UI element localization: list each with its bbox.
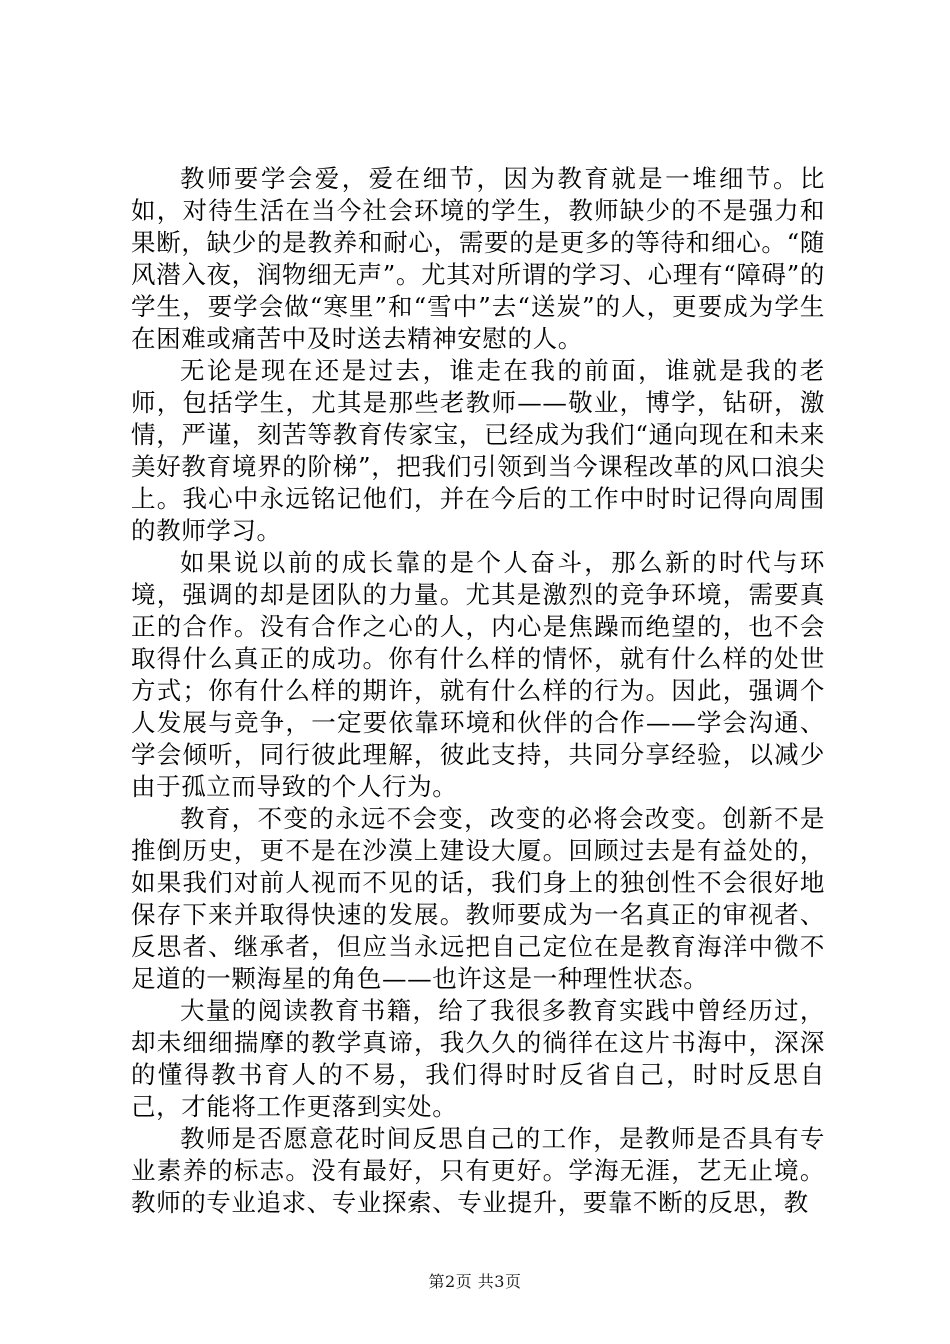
document-body: [131, 163, 825, 1219]
paragraph: 教师要学会爱，爱在细节，因为教育就是一堆细节。比如，对待生活在当今社会环境的学生，教师缺少的不是强力和果断，缺少的是教养和耐心，需要的是更多的等待和细心。“随风潜入夜，润物细无声”。尤其对所谓的学习、心理有“障碍”的学生，要学会做“寒里”和“雪中”去“送炭”的人，更要成为学生在困难或痛苦中及时送去精神安慰的人。: [131, 164, 825, 353]
paragraph: 无论是现在还是过去，谁走在我的前面，谁就是我的老师，包括学生，尤其是那些老教师——敬业，博学，钻研，激情，严谨，刻苦等教育传家宝，已经成为我们“通向现在和未来美好教育境界的阶梯”，把我们引领到当今课程改革的风口浪尖上。我心中永远铭记他们，并在今后的工作中时时记得向周围的教师学习。: [131, 356, 825, 545]
paragraph: 如果说以前的成长靠的是个人奋斗，那么新的时代与环境，强调的却是团队的力量。尤其是激烈的竞争环境，需要真正的合作。没有合作之心的人，内心是焦躁而绝望的，也不会取得什么真正的成功。你有什么样的情怀，就有什么样的处世方式；你有什么样的期许，就有什么样的行为。因此，强调个人发展与竞争，一定要依靠环境和伙伴的合作——学会沟通、学会倾听，同行彼此理解，彼此支持，共同分享经验，以减少由于孤立而导致的个人行为。: [131, 548, 825, 801]
paragraph: 教师是否愿意花时间反思自己的工作，是教师是否具有专业素养的标志。没有最好，只有更好。学海无涯，艺无止境。教师的专业追求、专业探索、专业提升，要靠不断的反思，教: [131, 1124, 825, 1217]
page-number-footer: 第2页 共3页: [428, 1272, 522, 1291]
paragraph: 教育，不变的永远不会变，改变的必将会改变。创新不是推倒历史，更不是在沙漠上建设大厦。回顾过去是有益处的，如果我们对前人视而不见的话，我们身上的独创性不会很好地保存下来并取得快速的发展。教师要成为一名真正的审视者、反思者、继承者，但应当永远把自己定位在是教育海洋中微不足道的一颗海星的角色——也许这是一种理性状态。: [131, 804, 825, 993]
paragraph: 大量的阅读教育书籍，给了我很多教育实践中曾经历过，却未细细揣摩的教学真谛，我久久的徜徉在这片书海中，深深的懂得教书育人的不易，我们得时时反省自己，时时反思自己，才能将工作更落到实处。: [131, 996, 825, 1121]
